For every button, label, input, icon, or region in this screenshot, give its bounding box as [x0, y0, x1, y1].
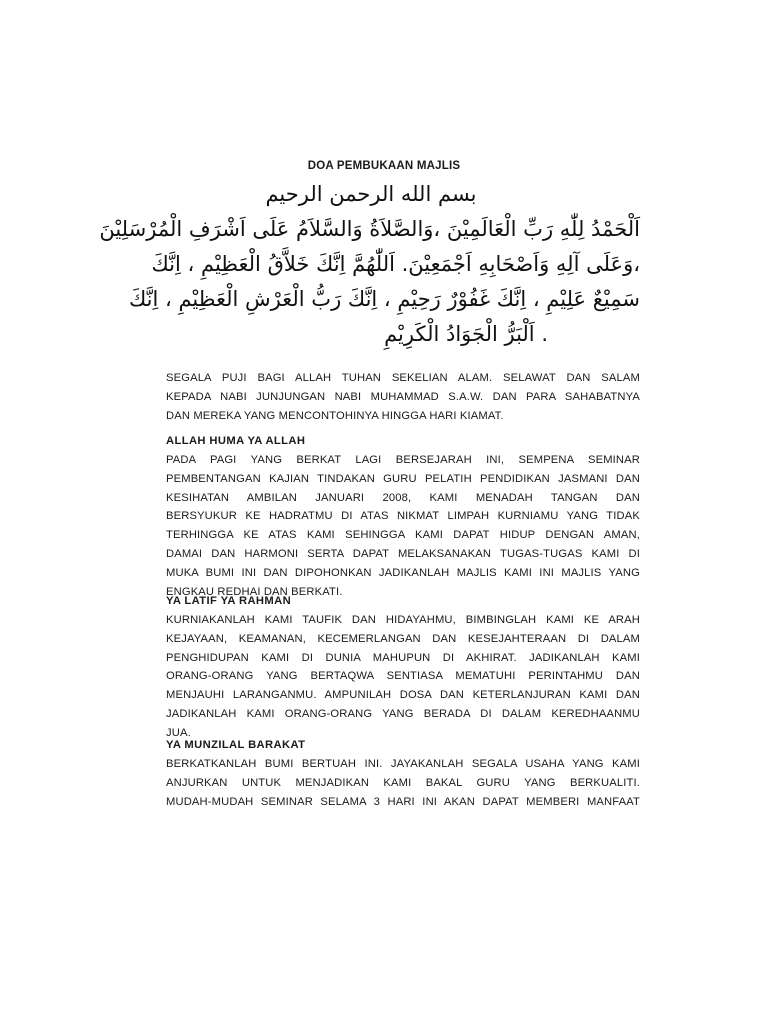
section-allah-huma: [166, 433, 640, 601]
paragraph-line: MUDAH-MUDAH SEMINAR SELAMA 3 HARI INI AKAN DAPAT MEMBERI MANFAAT: [166, 795, 640, 808]
paragraph-line: KESIHATAN AMBILAN JANUARI 2008, KAMI MENADAH TANGAN DAN: [166, 491, 640, 504]
arabic-line: اَلْحَمْدُ لِلّٰهِ رَبِّ الْعَالَمِيْنَ ،وَالصَّلاَةُ وَالسَّلاَمُ عَلَى اَشْرَفِ الْمُرْسَلِيْنَ: [99, 217, 640, 241]
paragraph-line: PEMBENTANGAN KAJIAN TINDAKAN GURU PELATIH PENDIDIKAN JASMANI DAN: [166, 472, 640, 485]
paragraph-line: PENGHIDUPAN KAMI DI DUNIA MAHUPUN DI AKHIRAT. JADIKANLAH KAMI: [166, 651, 640, 664]
paragraph-line: SEGALA PUJI BAGI ALLAH TUHAN SEKELIAN ALAM. SELAWAT DAN SALAM: [166, 372, 640, 384]
paragraph-line: JADIKANLAH KAMI ORANG-ORANG YANG BERADA DI DALAM KEREDHAANMU: [166, 707, 640, 720]
paragraph-line: JUA.: [166, 726, 191, 739]
arabic-line: ،وَعَلَى آلِهِ وَاَصْحَابِهِ اَجْمَعِيْنَ. اَللّٰهُمَّ اِنَّكَ خَلاَّقُ الْعَظِيْمِ ، اِنَّكَ: [151, 252, 640, 276]
paragraph-line: KEJAYAAN, KEAMANAN, KECEMERLANGAN DAN KESEJAHTERAAN DI DALAM: [166, 632, 640, 645]
paragraph-line: ORANG-ORANG YANG BERTAQWA SENTIASA MEMATUHI PERINTAHMU DAN: [166, 670, 640, 683]
arabic-line: . اَلْبَرُّ الْجَوَادُ الْكَرِيْمِ: [384, 322, 548, 346]
paragraph-line: BERKATKANLAH BUMI BERTUAH INI. JAYAKANLAH SEGALA USAHA YANG KAMI: [166, 758, 640, 770]
paragraph-line: ENGKAU REDHAI DAN BERKATI.: [166, 585, 343, 598]
section-heading: YA MUNZILAL BARAKAT: [166, 739, 306, 751]
section-heading: ALLAH HUMA YA ALLAH: [166, 435, 306, 447]
paragraph-line: KURNIAKANLAH KAMI TAUFIK DAN HIDAYAHMU, BIMBINGLAH KAMI KE ARAH: [166, 614, 640, 626]
arabic-line: سَمِيْعٌ عَلِيْمِ ، اِنَّكَ غَفُوْرٌ رَحِيْمِ ، اِنَّكَ رَبُّ الْعَرْشِ الْعَظِيْمِ ، اِنَّكَ: [128, 287, 640, 311]
paragraph-line: TERHINGGA KE ATAS KAMI SEHINGGA KAMI DAPAT HIDUP DENGAN AMAN,: [166, 529, 640, 542]
paragraph-line: PADA PAGI YANG BERKAT LAGI BERSEJARAH INI, SEMPENA SEMINAR: [166, 454, 640, 466]
paragraph-line: DAN MEREKA YANG MENCONTOHINYA HINGGA HARI KIAMAT.: [166, 409, 504, 422]
paragraph-line: KEPADA NABI JUNJUNGAN NABI MUHAMMAD S.A.W. DAN PARA SAHABATNYA: [166, 390, 640, 403]
section-ya-latif: [166, 593, 640, 743]
arabic-prayer: [99, 176, 640, 352]
page-title: DOA PEMBUKAAN MAJLIS: [307, 160, 461, 172]
section-heading: YA LATIF YA RAHMAN: [166, 595, 292, 607]
basmala: بسم الله الرحمن الرحيم: [265, 182, 477, 206]
paragraph-line: MENJAUHI LARANGANMU. AMPUNILAH DOSA DAN KETERLANJURAN KAMI DAN: [166, 689, 640, 702]
paragraph-line: BERSYUKUR KE HADRATMU DI ATAS NIKMAT LIMPAH KURNIAMU YANG TIDAK: [166, 510, 640, 523]
paragraph-line: DAMAI DAN HARMONI SERTA DAPAT MELAKSANAKAN TUGAS-TUGAS KAMI DI: [166, 547, 640, 560]
section-ya-munzilal: [166, 737, 640, 811]
intro-paragraph: [166, 369, 640, 425]
paragraph-line: MUKA BUMI INI DAN DIPOHONKAN JADIKANLAH MAJLIS KAMI INI MAJLIS YANG: [166, 566, 640, 579]
paragraph-line: ANJURKAN UNTUK MENJADIKAN KAMI BAKAL GURU YANG BERKUALITI.: [166, 776, 640, 789]
